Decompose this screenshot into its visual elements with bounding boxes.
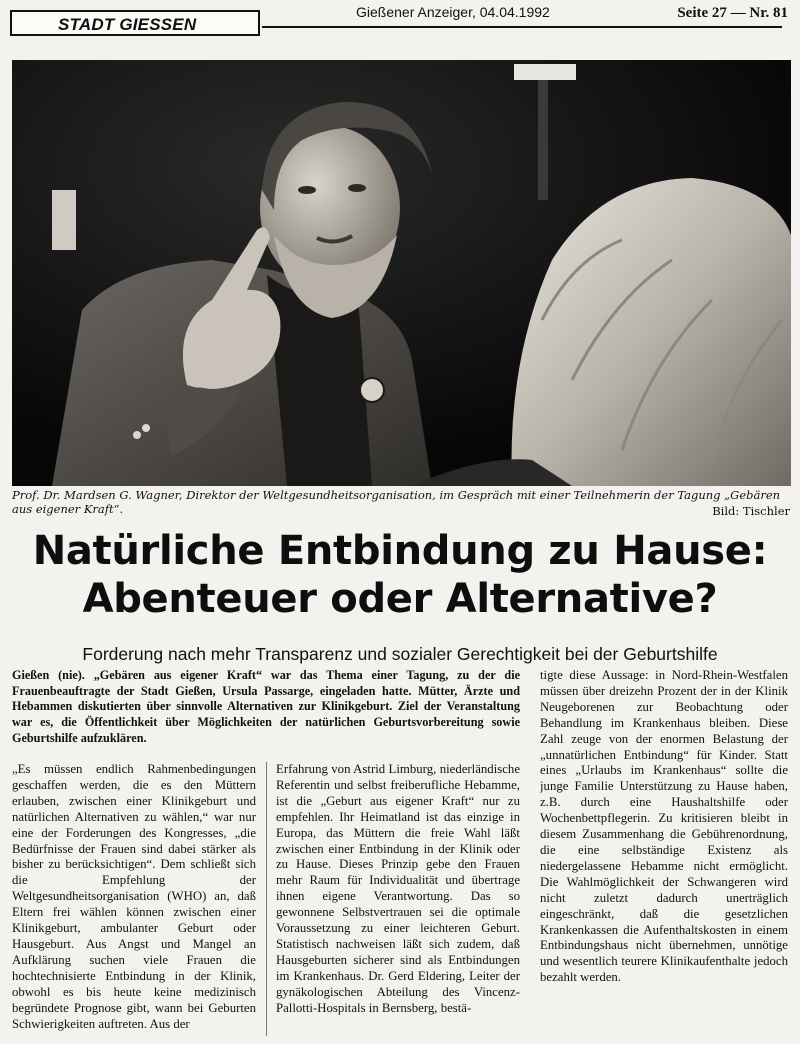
subheadline: Forderung nach mehr Transparenz und sozialer Gerechtigkeit bei der Geburtshilfe [82,644,718,664]
photo-illustration [12,60,791,486]
article-column-1 [12,762,256,1036]
column-2-text: Erfahrung von Astrid Limburg, niederländische Referentin und selbst freiberufliche Hebamme, ist die „Geburt aus eigener Kraft“ nur zu empfehlen. Ihr Heimatland ist das einzige in Europa, das Müttern die freie Wahl läßt zwischen einer Entbindung in der Klinik oder zu Hause. Dieses Prinzip gebe den Frauen mehr Raum für Individualität und übertrage ihnen eigene Verantwortung. Das so gewonnene Selbstvertrauen sei die optimale Voraussetzung zu einer leichteren Geburt. Statistisch nachweisen läßt sich zudem, daß Hausgeburten sicherer sind als Entbindungen im Krankenhaus. Dr. Gerd Eldering, Leiter der gynäkologischen Abteilung des Vincenz-Pallotti-Hospitals in Bernsberg, bestä- [276,762,520,1015]
news-photo [12,60,791,486]
lead-paragraph: Gießen (nie). „Gebären aus eigener Kraft“ war das Thema einer Tagung, zu der die Frauenbeauftragte der Stadt Gießen, Ursula Passarge, eingeladen hatte. Mütter, Ärzte und Hebammen diskutierten über sinnvolle Alternativen zur Klinikgeburt. Ziel der Veranstaltung war es, die Öffentlichkeit über Möglichkeiten der natürlichen Geburtsvorbereitung sowie Geburtshilfe aufzuklären. [12,668,520,745]
section-label: STADT GIESSEN [58,15,197,34]
photo-caption: Prof. Dr. Mardsen G. Wagner, Direktor der Weltgesundheitsorganisation, im Gespräch mit einer Teilnehmerin der Tagung „Gebären aus eigener Kraft“. [12,488,781,516]
photo-credit: Bild: Tischler [712,504,790,518]
headline-line-2: Abenteuer oder Alternative? [82,576,718,622]
page-number: Seite 27 — Nr. 81 [677,5,788,21]
section-label-box [10,10,260,36]
column-1-text: „Es müssen endlich Rahmenbedingungen geschaffen werden, die es den Müttern erlauben, zwischen einer Klinikgeburt und natürlichen Alternativen zu wählen,“ war nur eine der Forderungen des Kongresses, „die Bedürfnisse der Frauen sind dabei stärker als bisher zu berücksichtigen“. Dem schließt sich die Empfehlung der Weltgesundheitsorganisation (WHO) an, daß Eltern frei wählen können zwischen einer Klinikgeburt, ambulanter Geburt oder Hausgeburt. Aus Angst und Mangel an Aufklärung suchen viele Frauen die hochtechnisierte Entbindung in der Klinik, obwohl es bis heute keine medizinisch begründete Prognose gibt, wann bei Geburten Schwierigkeiten auftreten. Aus der [12,762,256,1031]
article-column-3 [540,668,788,1036]
headline-line-1: Natürliche Entbindung zu Hause: [32,528,768,574]
column-3-text: tigte diese Aussage: in Nord-Rhein-Westfalen müssen über dreizehn Prozent der in der Klinik Neugeborenen zur Beobachtung oder Behandlung im Krankenhaus bleiben. Diese Zahl zeuge von der enormen Belastung der „unnatürlichen Entbindung“ für Kinder. Statt eines „Urlaubs im Krankenhaus“ sollte die junge Familie Unterstützung zu Hause haben, z.B. durch eine Haushaltshilfe oder Wochenbettpflegerin. Zu kritisieren bleibt in diesem Zusammenhang die Gebührenordnung, die eine selbständige Existenz als niedergelassene Hebamme nicht ermöglicht. Die Wahlmöglichkeit der Schwangeren wird nicht zuletzt dadurch unerträglich eingeschränkt, daß die gesetzlichen Krankenkassen die Aufenthaltskosten in einem Entbindungshaus nicht übernehmen, unnötige und wesentlich teurere Klinikaufenthalte jedoch bezahlt werden. [540,668,788,985]
source-line: Gießener Anzeiger, 04.04.1992 [352,4,554,20]
header-rule [262,26,782,28]
headline [0,527,800,623]
article-column-2 [276,762,520,1036]
column-divider [266,762,267,1036]
